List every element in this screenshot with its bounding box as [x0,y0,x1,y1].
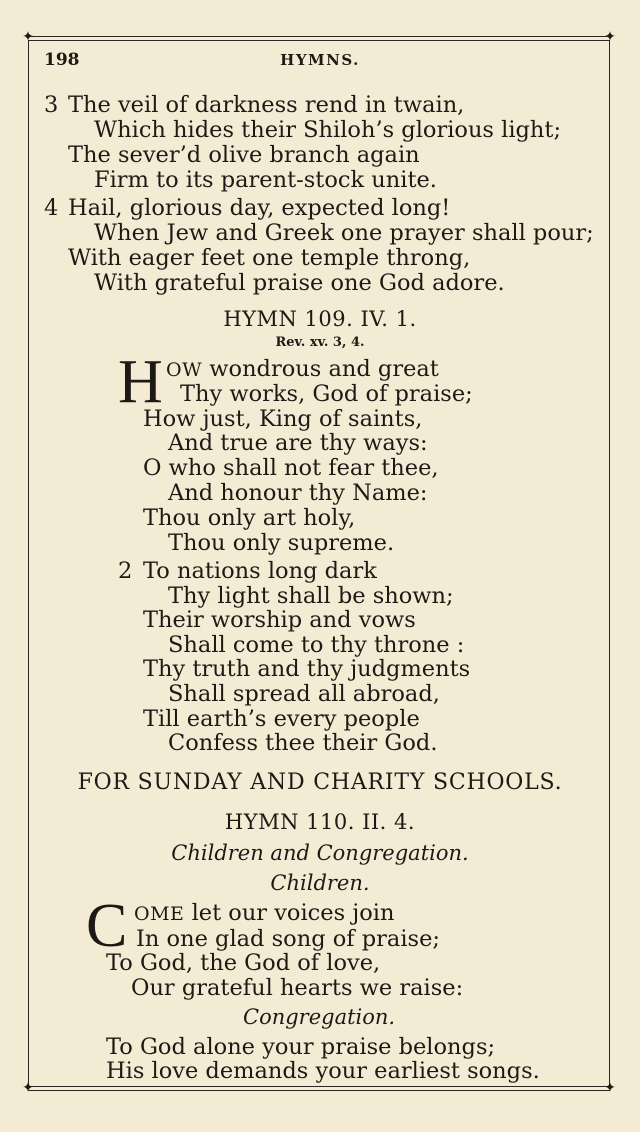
verse-line: The veil of darkness rend in twain, [68,92,465,118]
ornament-icon: ✦ [22,29,34,45]
left-rule [28,40,29,1086]
hymn-title: HYMN 109. IV. 1. [223,307,417,331]
part-label: Children. [270,871,370,895]
stanza-number: 3 [44,92,59,118]
verse-line: Thou only art holy, [143,505,356,531]
verse-line: To God, the God of love, [106,950,381,976]
verse-line: Thy truth and thy judgments [143,656,471,682]
verse-line: With eager feet one temple throng, [68,245,471,271]
part-label: Congregation. [243,1005,396,1029]
verse-line: In one glad song of praise; [136,926,440,952]
verse-line: Till earth’s every people [143,706,420,732]
stanza-number: 4 [44,195,59,221]
drop-cap: H [118,348,163,416]
verse-line: And honour thy Name: [168,480,428,506]
stanza-number: 2 [118,558,133,584]
verse-line: O who shall not fear thee, [143,455,439,481]
section-heading: FOR SUNDAY AND CHARITY SCHOOLS. [77,770,563,795]
drop-cap: C [86,892,128,960]
verse-line: Our grateful hearts we raise: [131,975,464,1001]
verse-line-text: wondrous and great [209,356,439,382]
hymn-subtitle: Children and Congregation. [171,841,469,865]
verse-line-text: let our voices join [191,900,395,926]
bottom-rule [28,1086,610,1091]
verse-line: Their worship and vows [143,607,416,633]
verse-line: The sever’d olive branch again [68,142,420,168]
verse-line [166,356,439,383]
page-number: 198 [44,50,80,70]
verse-line: How just, King of saints, [143,406,423,432]
verse-line [134,900,395,927]
verse-line: And true are thy ways: [168,430,428,456]
ornament-icon: ✦ [22,1080,34,1096]
first-word-rest: OME [134,903,185,925]
verse-line: Confess thee their God. [168,730,438,756]
running-head: HYMNS. [280,51,360,69]
verse-line: Shall come to thy throne : [168,632,465,658]
verse-line: With grateful praise one God adore. [94,270,505,296]
verse-line: Thy works, God of praise; [180,381,473,407]
scripture-reference: Rev. xv. 3, 4. [275,335,365,350]
ornament-icon: ✦ [604,29,616,45]
verse-line: Firm to its parent-stock unite. [94,167,437,193]
verse-line: Hail, glorious day, expected long! [68,195,451,221]
first-word-rest: OW [166,359,203,381]
verse-line: To God alone your praise belongs; [106,1034,496,1060]
hymn-title: HYMN 110. II. 4. [224,810,416,834]
verse-line: His love demands your earliest songs. [106,1058,540,1084]
right-rule [609,40,610,1086]
ornament-icon: ✦ [604,1080,616,1096]
verse-line: Shall spread all abroad, [168,681,440,707]
verse-line: Thou only supreme. [168,530,395,556]
verse-line: To nations long dark [143,558,377,584]
verse-line: Thy light shall be shown; [168,583,454,609]
verse-line: Which hides their Shiloh’s glorious light; [94,117,562,143]
verse-line: When Jew and Greek one prayer shall pour; [94,220,594,246]
top-rule [28,36,610,41]
